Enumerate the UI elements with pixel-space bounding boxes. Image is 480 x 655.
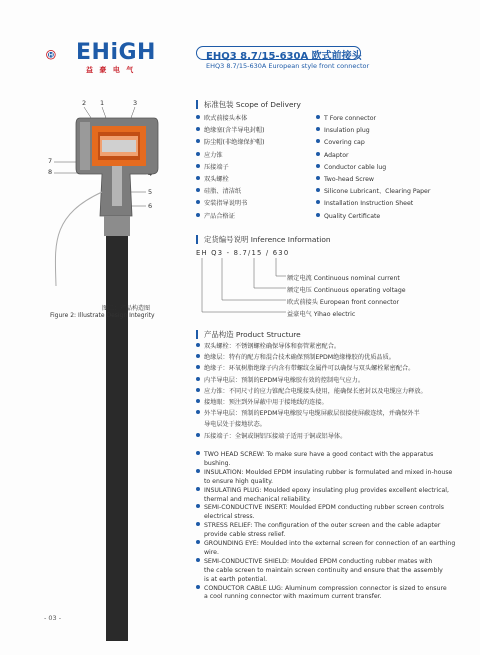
- structure-item-en-1: bushing.: [204, 459, 231, 467]
- bullet-icon: [196, 399, 200, 403]
- callout-3: 3: [133, 99, 138, 107]
- bullet-icon: [196, 433, 200, 437]
- page-number: - 03 -: [44, 614, 62, 622]
- scope-item-cn-4: 压接端子: [196, 164, 229, 172]
- structure-item-cn-8: 压接端子：全铜或铜铝压接端子适用于铜或铝导体。: [196, 433, 346, 441]
- callout-8: 8: [48, 168, 53, 176]
- structure-item-en-13: the cable screen to maintain screen continuity and ensure that the assembly: [204, 566, 443, 574]
- connector-diagram: [40, 96, 190, 641]
- scope-item-en-8: Quality Certificate: [316, 213, 380, 221]
- bullet-icon: [196, 504, 200, 508]
- structure-item-en-5: thermal and mechanical reliability.: [204, 495, 311, 503]
- structure-header: 产品构造 Product Structure: [196, 330, 301, 339]
- bullet-icon: [316, 115, 320, 119]
- scope-item-en-1: Insulation plug: [316, 127, 370, 135]
- scope-item-cn-7: 安装指导说明书: [196, 200, 247, 208]
- scope-item-en-4: Conductor cable lug: [316, 164, 386, 172]
- code-label-current: 额定电流 Continuous nominal current: [287, 275, 400, 282]
- scope-item-en-3: Adaptor: [316, 152, 349, 160]
- bullet-icon: [196, 343, 200, 347]
- figure-caption-cn: 图二：产品构造图: [102, 305, 151, 312]
- bullet-icon: [196, 200, 200, 204]
- scope-item-en-0: T Fore connector: [316, 115, 376, 123]
- bullet-icon: [316, 200, 320, 204]
- bullet-icon: [196, 540, 200, 544]
- callout-1: 1: [100, 99, 105, 107]
- bullet-icon: [196, 213, 200, 217]
- scope-item-cn-0: 欧式前接头本体: [196, 115, 247, 123]
- figure-caption-en: Figure 2: Illustrate Design Integrity: [50, 312, 155, 319]
- logo-wordmark: EHiGH: [76, 40, 156, 65]
- scope-item-en-5: Two-head Screw: [316, 176, 374, 184]
- bullet-icon: [196, 558, 200, 562]
- scope-item-cn-8: 产品合格证: [196, 213, 235, 221]
- structure-item-en-4: INSULATING PLUG: Moulded epoxy insulating plug provides excellent electrical,: [196, 487, 449, 495]
- bullet-icon: [196, 487, 200, 491]
- structure-item-cn-4: 应力锥：不同尺寸的应力锥配合电缆接头使用，能确保长密封以及电缆应力释放。: [196, 388, 427, 396]
- bullet-icon: [196, 176, 200, 180]
- scope-header: 标准包装 Scope of Delivery: [196, 100, 301, 109]
- ehigh-logo-icon: [46, 38, 80, 72]
- page-title: EHQ3 8.7/15-630A 欧式前接头: [206, 51, 362, 62]
- page-subtitle: EHQ3 8.7/15-630A European style front connector: [206, 62, 370, 70]
- structure-item-en-12: SEMI-CONDUCTIVE SHIELD: Moulded EPDM conducting rubber mates with: [196, 558, 432, 566]
- bullet-icon: [196, 152, 200, 156]
- structure-item-cn-2: 绝缘子：环氧树脂绝缘子内含有带螺纹金属件可以确保与双头螺栓紧密配合。: [196, 365, 414, 373]
- scope-item-cn-2: 防尘帽(非绝缘保护帽): [196, 139, 265, 147]
- structure-item-cn-0: 双头螺栓：不锈钢螺栓确保导体和套管紧密配合。: [196, 343, 340, 351]
- structure-item-cn-3: 内半导电层：预制的EPDM导电橡胶有效的控制电气应力。: [196, 377, 364, 385]
- bullet-icon: [196, 127, 200, 131]
- scope-item-cn-5: 双头螺栓: [196, 176, 229, 184]
- bullet-icon: [196, 585, 200, 589]
- structure-item-en-0: TWO HEAD SCREW: To make sure have a good contact with the apparatus: [196, 451, 433, 459]
- bullet-icon: [196, 388, 200, 392]
- structure-item-en-15: CONDUCTOR CABLE LUG: Aluminum compression connector is sized to ensure: [196, 585, 447, 593]
- code-leader-lines: [196, 258, 296, 318]
- scope-item-en-6: Silicone Lubricant、Clearing Paper: [316, 188, 430, 196]
- bullet-icon: [316, 164, 320, 168]
- structure-item-en-6: SEMI-CONDUCTIVE INSERT: Moulded EPDM conducting rubber screen controls: [196, 504, 444, 512]
- logo-subtitle: 益 豪 电 气: [86, 66, 136, 74]
- bullet-icon: [196, 365, 200, 369]
- structure-item-cn-1: 绝缘层：特有的配方和混合技术确保预制EPDM绝缘橡胶的优质品质。: [196, 354, 395, 362]
- bullet-icon: [196, 164, 200, 168]
- structure-item-cn-5: 接地眼：预注到外屏蔽中用于接地线的连接。: [196, 399, 328, 407]
- scope-item-en-7: Installation Instruction Sheet: [316, 200, 413, 208]
- bullet-icon: [316, 176, 320, 180]
- structure-item-en-7: electrical stress.: [204, 513, 255, 521]
- structure-item-en-9: provide cable stress relief.: [204, 531, 286, 539]
- order-header: 定货编号说明 Inference Information: [196, 235, 331, 244]
- bullet-icon: [196, 451, 200, 455]
- structure-item-en-14: is at earth potential.: [204, 575, 268, 583]
- scope-item-en-2: Covering cap: [316, 139, 365, 147]
- callout-6: 6: [148, 202, 153, 210]
- scope-item-cn-6: 硅脂、清洁纸: [196, 188, 241, 196]
- bullet-icon: [196, 354, 200, 358]
- code-label-type: 欧式前接头 European front connector: [287, 299, 400, 306]
- structure-item-en-3: to ensure high quality.: [204, 477, 273, 485]
- order-code: EH Q3 - 8.7/15 / 630: [196, 249, 290, 257]
- structure-item-cn-6: 外半导电层：预制的EPDM导电橡胶与电缆屏蔽层很接使屏蔽连续，并确保外半: [196, 410, 420, 418]
- structure-item-en-10: GROUNDING EYE: Moulded into the external screen for connection of an earthing: [196, 540, 455, 548]
- bullet-icon: [196, 469, 200, 473]
- code-label-brand: 益豪电气 Yihao electric: [287, 311, 356, 318]
- scope-item-cn-1: 绝缘塞(含半导电封帽): [196, 127, 265, 135]
- bullet-icon: [196, 115, 200, 119]
- bullet-icon: [196, 139, 200, 143]
- bullet-icon: [316, 127, 320, 131]
- callout-5: 5: [148, 188, 153, 196]
- callout-2: 2: [82, 99, 87, 107]
- code-label-voltage: 额定电压 Continuous operating voltage: [287, 287, 406, 294]
- structure-item-cn-7: 导电层处于接地状态。: [204, 421, 266, 429]
- structure-item-en-11: wire.: [204, 548, 219, 556]
- scope-item-cn-3: 应力锥: [196, 152, 223, 160]
- bullet-icon: [316, 188, 320, 192]
- bullet-icon: [316, 139, 320, 143]
- bullet-icon: [316, 213, 320, 217]
- bullet-icon: [196, 188, 200, 192]
- structure-item-en-2: INSULATION: Moulded EPDM insulating rubber is formulated and mixed in-house: [196, 469, 452, 477]
- bullet-icon: [196, 410, 200, 414]
- callout-7: 7: [48, 157, 53, 165]
- bullet-icon: [196, 377, 200, 381]
- structure-item-en-16: a cool running connector with maximum current transfer.: [204, 593, 382, 601]
- bullet-icon: [316, 152, 320, 156]
- structure-item-en-8: STRESS RELIEF: The configuration of the outer screen and the cable adapter: [196, 522, 440, 530]
- bullet-icon: [196, 522, 200, 526]
